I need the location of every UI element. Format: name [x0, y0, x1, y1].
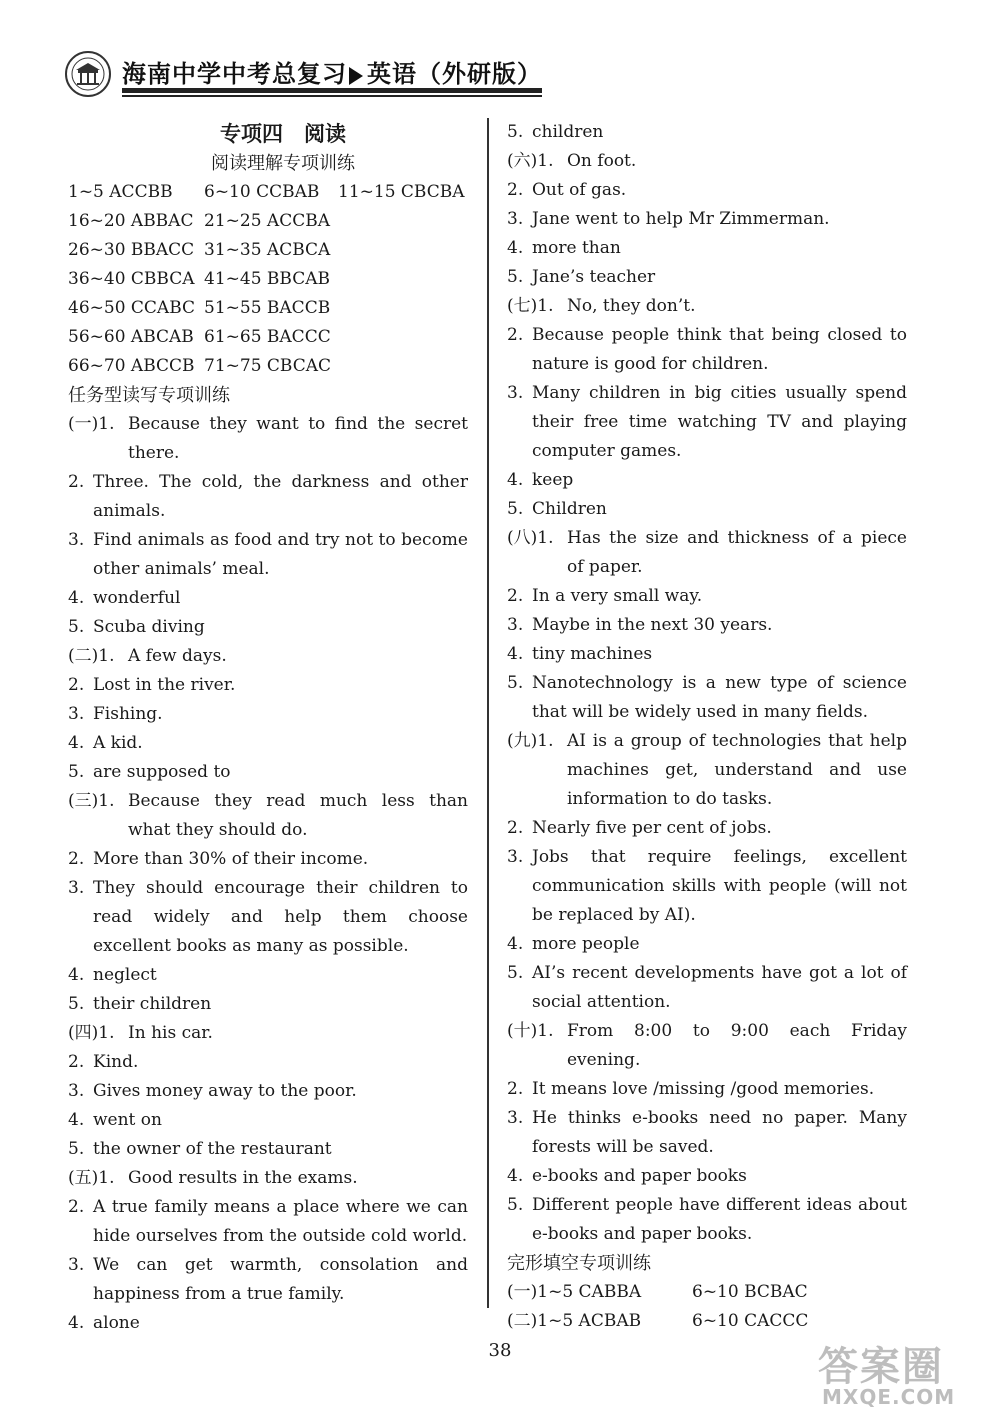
answer-number: 3. — [68, 1255, 85, 1275]
answer-number: 4. — [507, 1166, 524, 1186]
answer-text: Jane’s teacher — [532, 267, 656, 287]
answer-text: On foot. — [567, 151, 637, 171]
answer-row — [68, 323, 468, 352]
answer-text: Has the size and thickness of a piece of paper. — [567, 528, 907, 577]
answer-item — [68, 845, 468, 874]
answer-number: 5. — [507, 963, 524, 983]
answer-number: 5. — [68, 1139, 85, 1159]
watermark-logo — [808, 1335, 988, 1413]
answer-text: A few days. — [128, 646, 227, 666]
answer-text: A true family means a place where we can hide ourselves from the outside cold world. — [93, 1197, 468, 1246]
right-answer-list — [507, 118, 907, 1249]
answer-number: 5. — [507, 122, 524, 142]
answer-number: (九)1. — [507, 731, 554, 751]
answer-text: Find animals as food and try not to become other animals’ meal. — [93, 530, 468, 579]
answer-cell: 31~35 ACBCA — [204, 240, 331, 260]
answer-number: 3. — [68, 530, 85, 550]
answer-number: 4. — [68, 1110, 85, 1130]
answer-number: (二)1. — [68, 646, 115, 666]
answer-cell: 46~50 CCABC — [68, 298, 196, 318]
answer-number: (四)1. — [68, 1023, 115, 1043]
answer-text: alone — [93, 1313, 140, 1333]
answer-text: e-books and paper books — [532, 1166, 747, 1186]
brand-text: 海南中学中考总复习 — [122, 59, 347, 88]
left-answer-list — [68, 410, 468, 1338]
answer-item — [507, 118, 907, 147]
answer-text: Good results in the exams. — [128, 1168, 358, 1188]
answer-text: Three. The cold, the darkness and other animals. — [93, 472, 468, 521]
answer-number: 5. — [68, 617, 85, 637]
answer-number: (五)1. — [68, 1168, 115, 1188]
answer-number: 4. — [507, 644, 524, 664]
answer-number: 3. — [68, 704, 85, 724]
answer-text: are supposed to — [93, 762, 231, 782]
answer-number: 4. — [68, 733, 85, 753]
answer-item — [507, 1191, 907, 1249]
answer-text: Children — [532, 499, 607, 519]
answer-text: Fishing. — [93, 704, 163, 724]
answer-item — [507, 611, 907, 640]
answer-number: 2. — [507, 180, 524, 200]
answer-item — [68, 1048, 468, 1077]
answer-text: More than 30% of their income. — [93, 849, 369, 869]
answer-number: 2. — [507, 1079, 524, 1099]
answer-text: It means love /missing /good memories. — [532, 1079, 875, 1099]
answer-item — [507, 234, 907, 263]
answer-item — [68, 700, 468, 729]
answer-cell: 56~60 ABCAB — [68, 327, 194, 347]
answer-cell: 26~30 BBACC — [68, 240, 195, 260]
answer-row — [507, 1278, 907, 1307]
answer-cell — [338, 352, 468, 381]
section-reading-comprehension: 阅读理解专项训练 — [211, 153, 355, 174]
answer-cell: 51~55 BACCB — [204, 298, 331, 318]
answer-text: He thinks e-books need no paper. Many forests will be saved. — [532, 1108, 907, 1157]
answer-number: 5. — [507, 1195, 524, 1215]
answer-text: We can get warmth, consolation and happiness from a true family. — [93, 1255, 468, 1304]
answer-number: 3. — [507, 1108, 524, 1128]
answer-item — [507, 1104, 907, 1162]
answer-cell: 11~15 CBCBA — [338, 182, 465, 202]
answer-text: AI is a group of technologies that help machines get, understand and use information to do tasks. — [567, 731, 907, 809]
answer-item — [68, 1164, 468, 1193]
answer-item — [507, 495, 907, 524]
answer-text: children — [532, 122, 604, 142]
answer-cell: 71~75 CBCAC — [204, 356, 332, 376]
answer-text: In his car. — [128, 1023, 213, 1043]
answer-item — [68, 1135, 468, 1164]
answer-item — [507, 959, 907, 1017]
answer-number: 3. — [68, 878, 85, 898]
answer-item — [507, 379, 907, 466]
answer-row — [68, 178, 468, 207]
answer-text: more than — [532, 238, 621, 258]
answer-cell: (一)1~5 CABBA — [507, 1282, 642, 1302]
answer-cell: 6~10 BCBAC — [692, 1282, 808, 1302]
answer-text: No, they don’t. — [567, 296, 696, 316]
answer-text: In a very small way. — [532, 586, 703, 606]
answer-item — [507, 176, 907, 205]
answer-text: Jobs that require feelings, excellent communication skills with people (will not be replaced by AI). — [532, 847, 907, 925]
cloze-answer-rows — [507, 1278, 907, 1336]
answer-item — [68, 526, 468, 584]
answer-cell: 21~25 ACCBA — [204, 211, 330, 231]
answer-number: 3. — [507, 383, 524, 403]
answer-cell — [338, 236, 468, 265]
answer-number: 2. — [68, 849, 85, 869]
answer-row — [68, 236, 468, 265]
answer-item — [68, 1019, 468, 1048]
answer-item — [507, 292, 907, 321]
answer-item — [68, 758, 468, 787]
answer-cell — [338, 207, 468, 236]
answer-cell: 1~5 ACCBB — [68, 182, 173, 202]
answer-item — [68, 1309, 468, 1338]
watermark-line2: MXQE.COM — [822, 1385, 956, 1409]
answer-text: Maybe in the next 30 years. — [532, 615, 773, 635]
answer-text: Scuba diving — [93, 617, 205, 637]
page-title: 专项四 阅读 — [220, 121, 346, 146]
answer-item — [507, 582, 907, 611]
answer-item — [68, 1193, 468, 1251]
page-header — [64, 50, 542, 106]
answer-cell: (二)1~5 ACBAB — [507, 1311, 642, 1331]
section-cloze: 完形填空专项训练 — [507, 1253, 651, 1274]
answer-item — [507, 1017, 907, 1075]
answer-cell — [338, 265, 468, 294]
answer-cell: 66~70 ABCCB — [68, 356, 195, 376]
answer-item — [68, 874, 468, 961]
answer-number: 5. — [507, 673, 524, 693]
answer-item — [68, 642, 468, 671]
answer-text: Gives money away to the poor. — [93, 1081, 357, 1101]
answer-text: went on — [93, 1110, 162, 1130]
answer-item — [68, 671, 468, 700]
answer-item — [68, 410, 468, 468]
answer-text: the owner of the restaurant — [93, 1139, 332, 1159]
answer-number: 4. — [507, 238, 524, 258]
answer-number: 3. — [507, 209, 524, 229]
answer-row — [68, 265, 468, 294]
answer-number: (一)1. — [68, 414, 115, 434]
answer-text: Many children in big cities usually spend their free time watching TV and playing computer games. — [532, 383, 907, 461]
answer-number: 2. — [507, 325, 524, 345]
answer-item — [68, 729, 468, 758]
answer-cell — [338, 294, 468, 323]
header-rule — [122, 88, 542, 98]
answer-text: Nanotechnology is a new type of science that will be widely used in many fields. — [532, 673, 907, 722]
answer-item — [507, 263, 907, 292]
answer-row — [68, 207, 468, 236]
answer-number: (八)1. — [507, 528, 554, 548]
answer-cell: 6~10 CCBAB — [204, 182, 320, 202]
answer-number: (三)1. — [68, 791, 115, 811]
answer-item — [68, 1251, 468, 1309]
answer-text: neglect — [93, 965, 157, 985]
answer-number: 5. — [507, 499, 524, 519]
answer-item — [68, 1077, 468, 1106]
answer-item — [507, 727, 907, 814]
mc-answer-rows — [68, 178, 468, 381]
answer-cell: 61~65 BACCC — [204, 327, 331, 347]
answer-text: Nearly five per cent of jobs. — [532, 818, 772, 838]
answer-item — [507, 205, 907, 234]
answer-text: tiny machines — [532, 644, 653, 664]
answer-number: 2. — [68, 1052, 85, 1072]
answer-number: (十)1. — [507, 1021, 554, 1041]
answer-item — [507, 1075, 907, 1104]
answer-item — [68, 613, 468, 642]
answer-number: 4. — [68, 965, 85, 985]
answer-text: Because they want to find the secret there. — [128, 414, 468, 463]
answer-item — [68, 961, 468, 990]
answer-item — [507, 147, 907, 176]
answer-number: 5. — [68, 994, 85, 1014]
answer-row — [68, 294, 468, 323]
answer-cell: 16~20 ABBAC — [68, 211, 194, 231]
right-column — [507, 118, 907, 1336]
answer-number: 3. — [507, 847, 524, 867]
answer-number: 4. — [68, 1313, 85, 1333]
arrow-icon — [349, 67, 363, 85]
answer-cell: 41~45 BBCAB — [204, 269, 330, 289]
answer-number: 4. — [507, 934, 524, 954]
answer-item — [68, 584, 468, 613]
answer-item — [68, 990, 468, 1019]
column-divider — [487, 118, 489, 1308]
answer-item — [68, 787, 468, 845]
answer-number: 2. — [68, 675, 85, 695]
answer-item — [68, 1106, 468, 1135]
answer-cell: 36~40 CBBCA — [68, 269, 195, 289]
answer-text: From 8:00 to 9:00 each Friday evening. — [567, 1021, 907, 1070]
answer-cell: 6~10 CACCC — [692, 1311, 809, 1331]
answer-cell — [338, 323, 468, 352]
answer-number: 4. — [507, 470, 524, 490]
answer-item — [507, 640, 907, 669]
section-task-reading: 任务型读写专项训练 — [68, 385, 230, 406]
subject-text: 英语（外研版） — [367, 59, 542, 88]
answer-number: 3. — [507, 615, 524, 635]
answer-item — [68, 468, 468, 526]
answer-row — [507, 1307, 907, 1336]
answer-text: A kid. — [93, 733, 143, 753]
watermark-line1: 答案圈 — [818, 1344, 944, 1390]
page-number: 38 — [488, 1340, 512, 1361]
answer-text: their children — [93, 994, 212, 1014]
answer-row — [68, 352, 468, 381]
answer-text: keep — [532, 470, 574, 490]
answer-number: 3. — [68, 1081, 85, 1101]
answer-text: more people — [532, 934, 640, 954]
answer-item — [507, 930, 907, 959]
answer-text: They should encourage their children to read widely and help them choose excellent books as many as possible. — [93, 878, 468, 956]
answer-item — [507, 814, 907, 843]
answer-text: Jane went to help Mr Zimmerman. — [532, 209, 830, 229]
answer-number: 2. — [507, 586, 524, 606]
answer-text: Out of gas. — [532, 180, 627, 200]
answer-item — [507, 524, 907, 582]
answer-item — [507, 669, 907, 727]
header-brand — [122, 54, 542, 89]
answer-item — [507, 466, 907, 495]
answer-number: 5. — [507, 267, 524, 287]
answer-text: wonderful — [93, 588, 181, 608]
answer-text: Lost in the river. — [93, 675, 236, 695]
answer-number: (七)1. — [507, 296, 554, 316]
answer-item — [507, 321, 907, 379]
answer-text: Kind. — [93, 1052, 139, 1072]
answer-text: Because they read much less than what they should do. — [128, 791, 468, 840]
answer-number: 2. — [68, 472, 85, 492]
answer-number: 2. — [68, 1197, 85, 1217]
answer-text: AI’s recent developments have got a lot of social attention. — [532, 963, 907, 1012]
answer-text: Different people have different ideas about e-books and paper books. — [532, 1195, 907, 1244]
answer-number: 2. — [507, 818, 524, 838]
answer-number: 5. — [68, 762, 85, 782]
answer-text: Because people think that being closed to nature is good for children. — [532, 325, 907, 374]
answer-number: (六)1. — [507, 151, 554, 171]
answer-item — [507, 843, 907, 930]
left-column — [68, 118, 468, 1338]
answer-number: 4. — [68, 588, 85, 608]
answer-item — [507, 1162, 907, 1191]
school-seal-icon — [64, 50, 112, 98]
